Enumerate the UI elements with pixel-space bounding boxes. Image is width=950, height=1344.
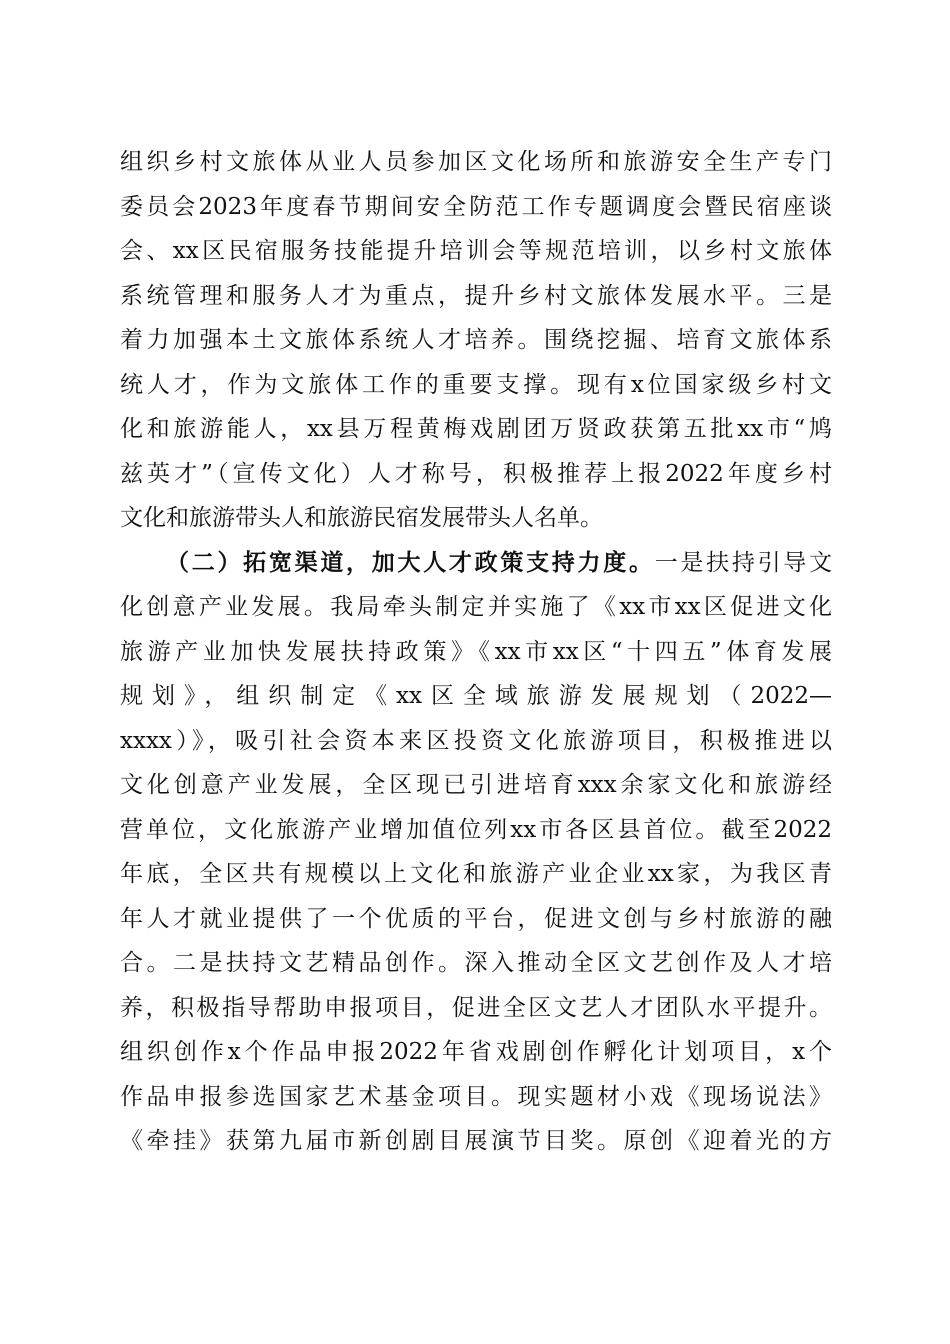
text-line: xxxx）》，吸引社会资本来区投资文化旅游项目，积极推进以 <box>120 727 832 754</box>
text-line: 化创意产业发展。我局牵头制定并实施了《xx市xx区促进文化 <box>120 594 832 620</box>
text-line: 文化创意产业发展，全区现已引进培育xxx余家文化和旅游经 <box>120 772 832 798</box>
text-line: 会、xx区民宿服务技能提升培训会等规范培训，以乡村文旅体 <box>120 238 832 264</box>
text-line: 统人才，作为文旅体工作的重要支撑。现有x位国家级乡村文 <box>120 371 832 398</box>
text-line: 养，积极指导帮助申报项目，促进全区文艺人才团队水平提升。 <box>120 994 832 1021</box>
text-line: 《牵挂》获第九届市新创剧目展演节目奖。原创《迎着光的方 <box>120 1128 832 1154</box>
text-line: 年底，全区共有规模以上文化和旅游产业企业xx家，为我区青 <box>120 861 832 887</box>
section-first-line <box>120 541 832 586</box>
text-line: 文化和旅游带头人和旅游民宿发展带头人名单。 <box>120 505 603 531</box>
text-line: 年人才就业提供了一个优质的平台，促进文创与乡村旅游的融 <box>120 905 832 932</box>
body-text <box>120 140 832 1164</box>
text-line: 委员会2023年度春节期间安全防范工作专题调度会暨民宿座谈 <box>120 193 832 220</box>
section-first-line-text: 一是扶持引导文 <box>654 549 833 576</box>
text-line: 旅游产业加快发展扶持政策》《xx市xx区“十四五”体育发展 <box>120 638 832 665</box>
text-line: 合。二是扶持文艺精品创作。深入推动全区文艺创作及人才培 <box>120 950 832 976</box>
text-line: 着力加强本土文旅体系统人才培养。围绕挖掘、培育文旅体系 <box>120 327 832 353</box>
text-line: 作品申报参选国家艺术基金项目。现实题材小戏《现场说法》 <box>120 1083 832 1110</box>
text-line: 规划》，组织制定《xx区全域旅游发展规划（2022— <box>120 683 832 709</box>
text-line: 系统管理和服务人才为重点，提升乡村文旅体发展水平。三是 <box>120 282 832 309</box>
section-heading: （二）拓宽渠道，加大人才政策支持力度。 <box>166 548 655 576</box>
text-line: 组织创作x个作品申报2022年省戏剧创作孵化计划项目，x个 <box>120 1039 832 1065</box>
text-line: 组织乡村文旅体从业人员参加区文化场所和旅游安全生产专门 <box>120 149 832 175</box>
text-line: 兹英才”（宣传文化）人才称号，积极推荐上报2022年度乡村 <box>120 460 832 487</box>
text-line: 营单位，文化旅游产业增加值位列xx市各区县首位。截至2022 <box>120 816 832 843</box>
text-line: 化和旅游能人，xx县万程黄梅戏剧团万贤政获第五批xx市“鸠 <box>120 416 832 442</box>
